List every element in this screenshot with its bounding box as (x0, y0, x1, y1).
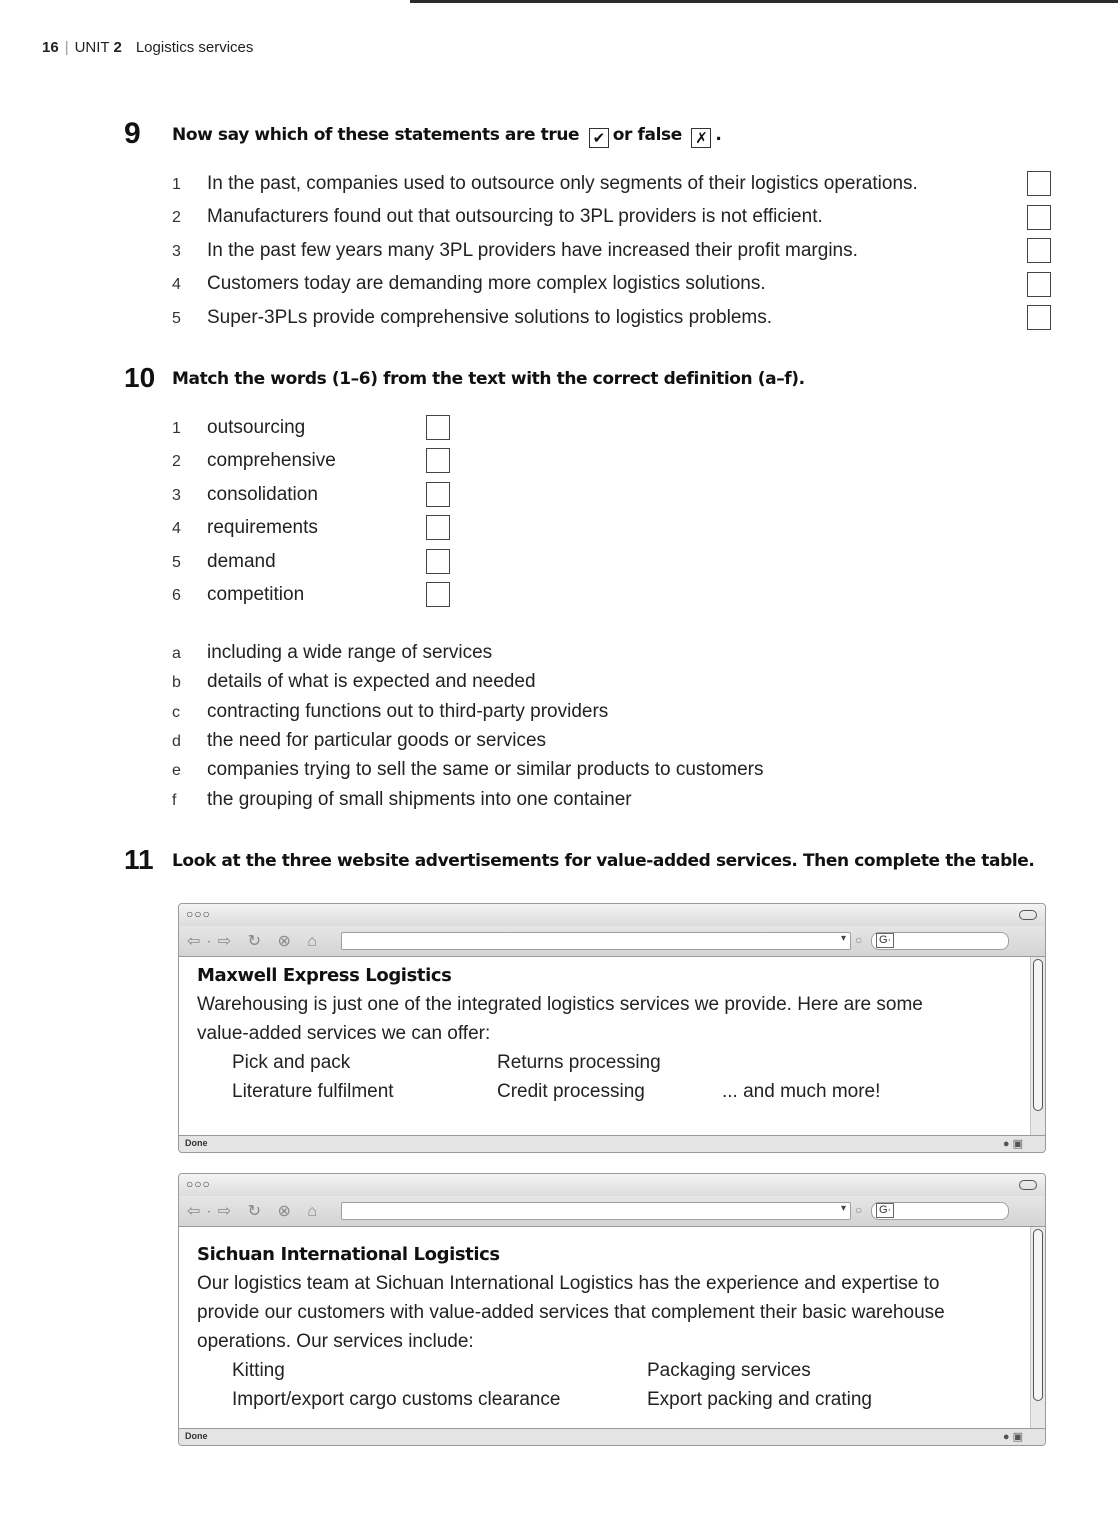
exercise-9-instruction (172, 125, 721, 148)
answer-box-9-1[interactable] (1027, 171, 1051, 196)
ad-text-line-1: Our logistics team at Sichuan International Logistics has the experience and expertise to (197, 1273, 940, 1294)
answer-box-10-3[interactable] (426, 482, 450, 507)
definition-text: contracting functions out to third-party providers (207, 701, 609, 722)
ad-text-line-2: value-added services we can offer: (197, 1023, 491, 1044)
answer-box-9-2[interactable] (1027, 205, 1051, 230)
word-number: 6 (172, 587, 181, 604)
address-bar[interactable] (341, 932, 851, 950)
answer-box-10-6[interactable] (426, 582, 450, 607)
toolbar-toggle-icon[interactable] (1019, 910, 1037, 920)
page-number: 16 (42, 39, 59, 56)
statement-number: 2 (172, 209, 181, 226)
true-check-icon: ✔ (589, 128, 609, 148)
window-controls-icon[interactable]: ○○○ (186, 1177, 211, 1191)
vertical-scrollbar[interactable] (1030, 957, 1045, 1136)
definition-f (172, 789, 632, 811)
statement-number: 3 (172, 243, 181, 260)
top-rule (410, 0, 1118, 3)
browser-titlebar (179, 904, 1045, 926)
search-box[interactable] (871, 932, 1009, 950)
definition-letter: b (172, 674, 181, 691)
definition-letter: c (172, 704, 180, 721)
answer-box-10-2[interactable] (426, 448, 450, 473)
definition-text: details of what is expected and needed (207, 671, 536, 692)
answer-box-9-5[interactable] (1027, 305, 1051, 330)
reload-icon[interactable]: ○ (855, 1203, 863, 1217)
word-text: competition (207, 584, 305, 605)
instruction-period: . (715, 125, 722, 145)
service-item: Credit processing (497, 1081, 645, 1102)
word-4 (172, 517, 318, 539)
word-number: 1 (172, 420, 181, 437)
unit-title: Logistics services (135, 39, 254, 56)
statement-text: In the past few years many 3PL providers have increased their profit margins. (207, 240, 858, 261)
statement-2 (172, 206, 823, 228)
definition-text: including a wide range of services (207, 642, 493, 663)
exercise-10-instruction: Match the words (1–6) from the text with the correct definition (a–f). (172, 369, 805, 389)
word-1 (172, 417, 305, 439)
vertical-scrollbar[interactable] (1030, 1227, 1045, 1429)
more-services-text: ... and much more! (722, 1081, 881, 1102)
search-box[interactable] (871, 1202, 1009, 1220)
browser-toolbar (179, 1196, 1045, 1227)
word-6 (172, 584, 304, 606)
page-header (42, 39, 253, 56)
instruction-text-mid: or false (612, 125, 682, 145)
service-item: Import/export cargo customs clearance (232, 1389, 561, 1410)
window-controls-icon[interactable]: ○○○ (186, 907, 211, 921)
definition-c (172, 701, 608, 723)
browser-window-maxwell (178, 903, 1046, 1153)
dropdown-arrow-icon[interactable]: ▾ (840, 1203, 846, 1214)
statement-3 (172, 240, 858, 262)
answer-box-10-1[interactable] (426, 415, 450, 440)
unit-number: 2 (113, 39, 122, 56)
definition-letter: d (172, 733, 181, 750)
word-text: requirements (207, 517, 318, 538)
instruction-text: Now say which of these statements are true (172, 125, 580, 145)
answer-box-9-4[interactable] (1027, 272, 1051, 297)
answer-box-10-4[interactable] (426, 515, 450, 540)
definition-text: companies trying to sell the same or similar products to customers (207, 759, 764, 780)
word-text: consolidation (207, 484, 318, 505)
statement-4 (172, 273, 766, 295)
company-name: Sichuan International Logistics (197, 1244, 500, 1265)
word-3 (172, 484, 318, 506)
browser-content (179, 957, 1045, 1136)
answer-box-10-5[interactable] (426, 549, 450, 574)
word-number: 2 (172, 453, 181, 470)
status-icons: ● ▣ (1002, 1138, 1023, 1150)
word-2 (172, 450, 336, 472)
header-divider: | (64, 39, 69, 56)
exercise-11-number: 11 (124, 844, 154, 875)
definition-letter: e (172, 762, 181, 779)
word-5 (172, 551, 276, 573)
word-number: 4 (172, 520, 181, 537)
definition-letter: f (172, 792, 177, 809)
unit-label (75, 39, 122, 56)
definition-a (172, 642, 492, 664)
search-engine-icon: G· (876, 933, 894, 948)
browser-content (179, 1227, 1045, 1429)
status-bar (179, 1428, 1045, 1445)
status-bar (179, 1135, 1045, 1152)
status-icons: ● ▣ (1002, 1431, 1023, 1443)
scroll-thumb[interactable] (1033, 959, 1043, 1111)
word-number: 5 (172, 554, 181, 571)
search-engine-icon: G· (876, 1203, 894, 1218)
statement-1 (172, 173, 918, 195)
statement-number: 1 (172, 176, 181, 193)
service-item: Pick and pack (232, 1052, 351, 1073)
definition-b (172, 671, 536, 693)
navigation-icons[interactable]: ⇦·⇨ ↻ ⊗ ⌂ (187, 933, 323, 950)
statement-text: Super-3PLs provide comprehensive solutions to logistics problems. (207, 307, 772, 328)
exercise-9-number: 9 (124, 117, 141, 150)
service-item: Packaging services (647, 1360, 811, 1381)
navigation-icons[interactable]: ⇦·⇨ ↻ ⊗ ⌂ (187, 1203, 323, 1220)
word-text: demand (207, 551, 276, 572)
company-name: Maxwell Express Logistics (197, 965, 452, 986)
definition-d (172, 730, 546, 752)
ad-text-line-2: provide our customers with value-added services that complement their basic warehouse (197, 1302, 945, 1323)
definition-text: the grouping of small shipments into one container (207, 789, 632, 810)
word-number: 3 (172, 487, 181, 504)
toolbar-toggle-icon[interactable] (1019, 1180, 1037, 1190)
statement-text: Manufacturers found out that outsourcing to 3PL providers is not efficient. (207, 206, 823, 227)
definition-letter: a (172, 645, 181, 662)
statement-number: 5 (172, 310, 181, 327)
scroll-thumb[interactable] (1033, 1229, 1043, 1401)
statement-text: In the past, companies used to outsource only segments of their logistics operations. (207, 173, 918, 194)
statement-number: 4 (172, 276, 181, 293)
exercise-10-number: 10 (124, 362, 156, 393)
ad-text-line-1: Warehousing is just one of the integrated logistics services we provide. Here are some (197, 994, 923, 1015)
exercise-11-instruction: Look at the three website advertisements for value-added services. Then complete the table. (172, 851, 1035, 871)
service-item: Literature fulfilment (232, 1081, 394, 1102)
browser-titlebar (179, 1174, 1045, 1196)
reload-icon[interactable]: ○ (855, 933, 863, 947)
statement-text: Customers today are demanding more complex logistics solutions. (207, 273, 766, 294)
word-text: comprehensive (207, 450, 336, 471)
browser-window-sichuan (178, 1173, 1046, 1446)
status-text: Done (185, 1431, 208, 1441)
definition-text: the need for particular goods or services (207, 730, 547, 751)
unit-word: UNIT (74, 39, 110, 56)
service-item: Returns processing (497, 1052, 661, 1073)
answer-box-9-3[interactable] (1027, 238, 1051, 263)
dropdown-arrow-icon[interactable]: ▾ (840, 933, 846, 944)
browser-toolbar (179, 926, 1045, 957)
service-item: Kitting (232, 1360, 285, 1381)
status-text: Done (185, 1138, 208, 1148)
word-text: outsourcing (207, 417, 306, 438)
statement-5 (172, 307, 772, 329)
false-cross-icon: ✗ (691, 128, 711, 148)
service-item: Export packing and crating (647, 1389, 872, 1410)
address-bar[interactable] (341, 1202, 851, 1220)
definition-e (172, 759, 764, 781)
ad-text-line-3: operations. Our services include: (197, 1331, 474, 1352)
